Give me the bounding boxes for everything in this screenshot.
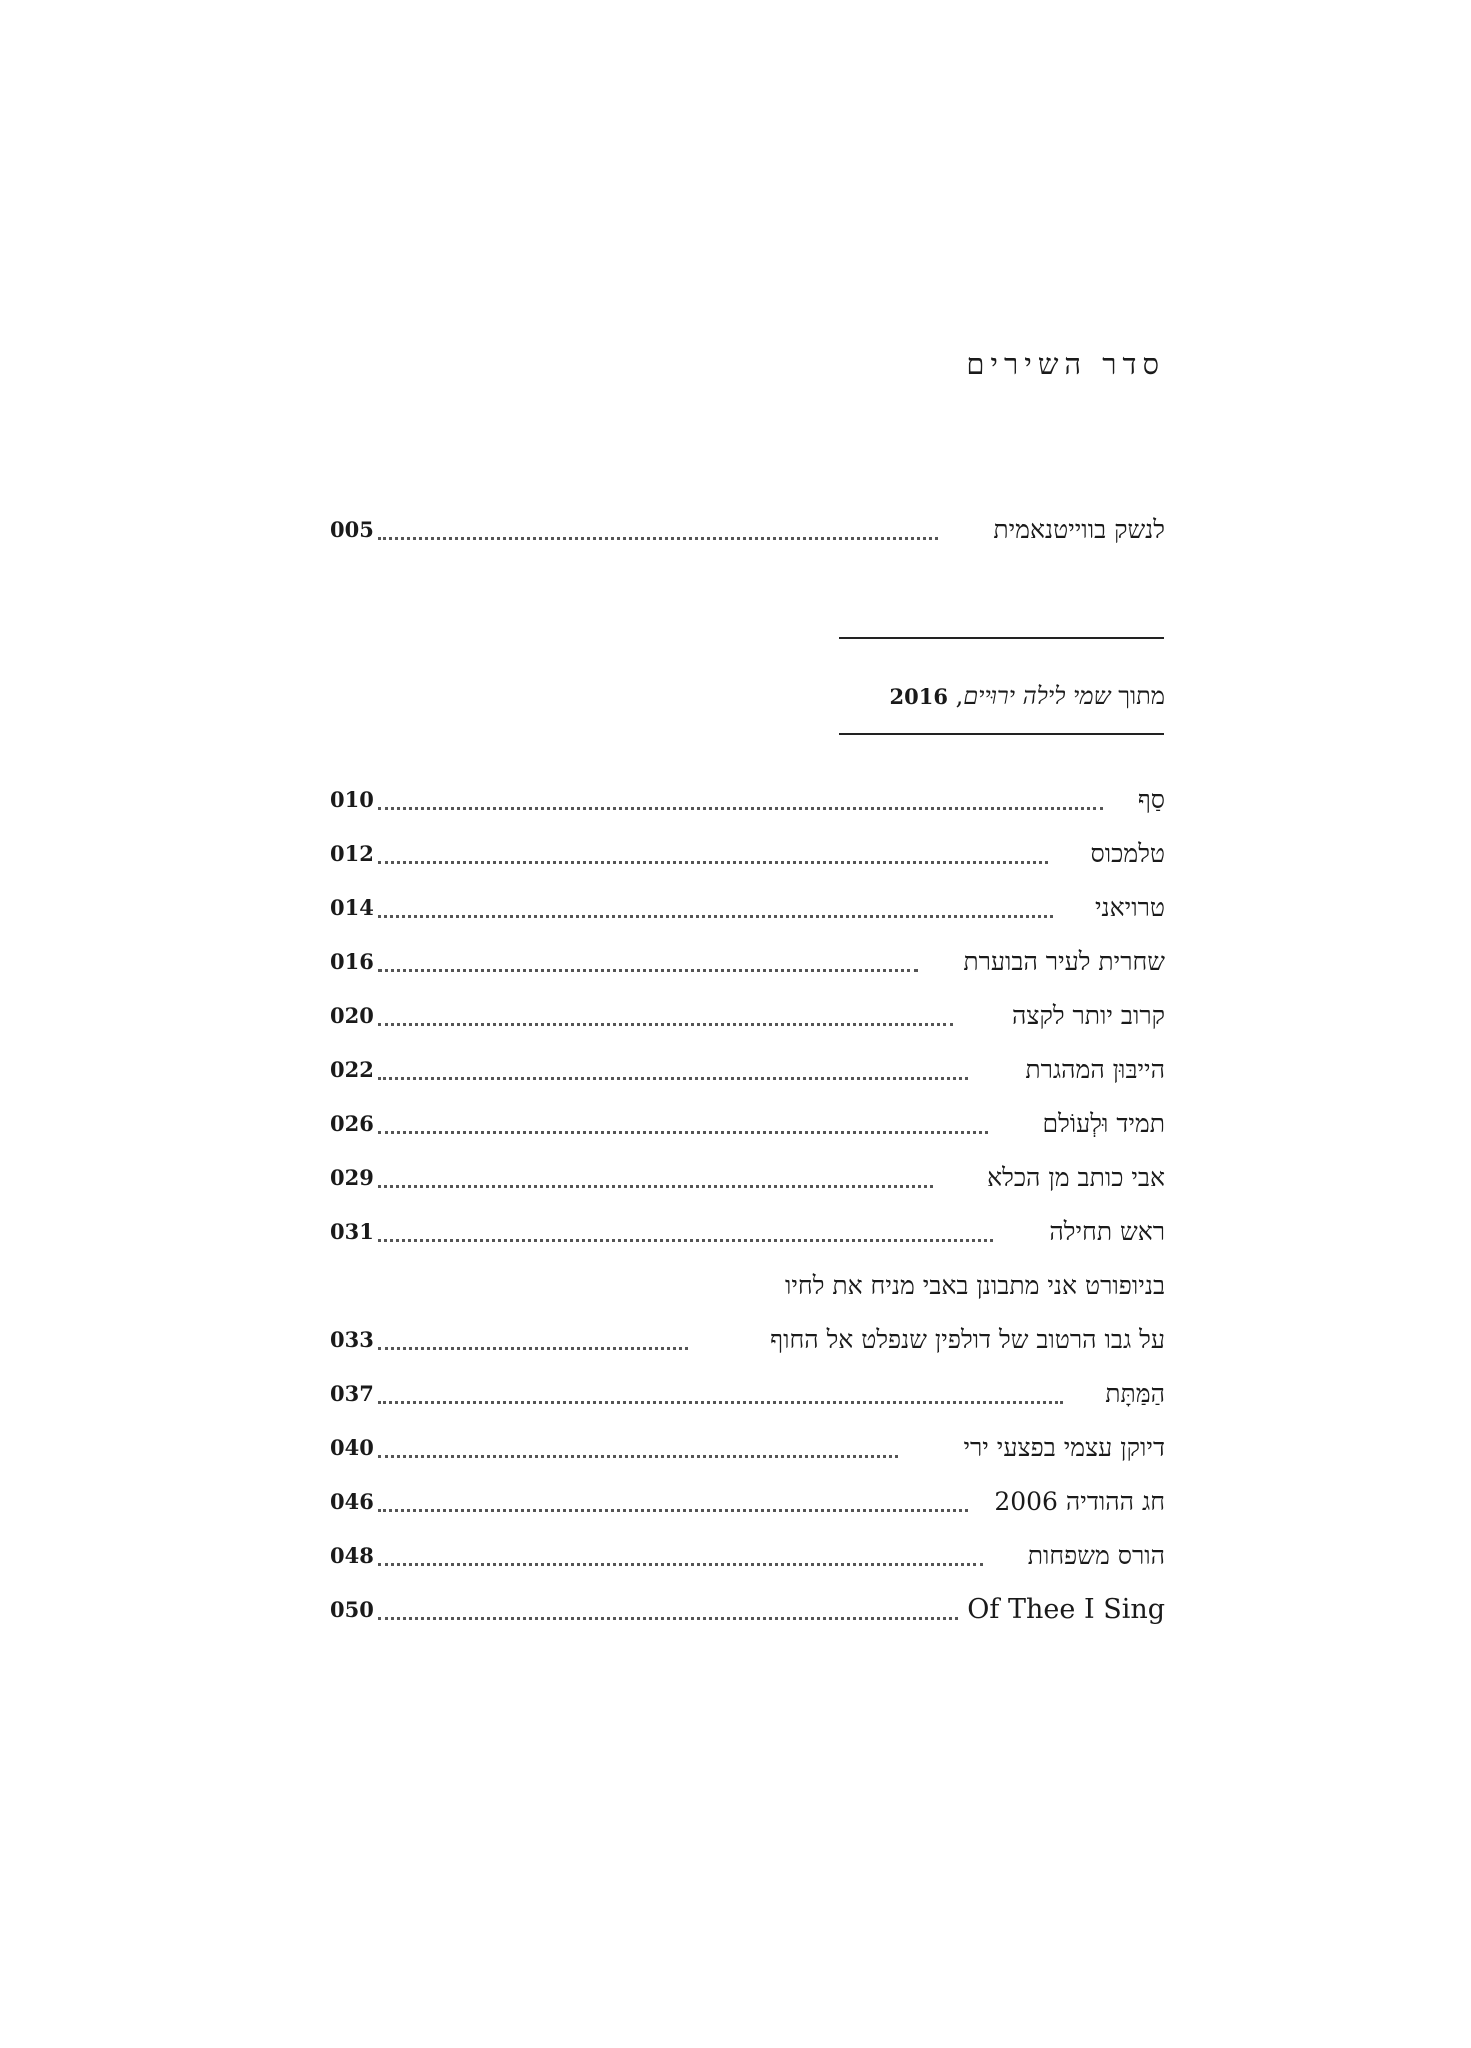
toc-entry [330, 1102, 1165, 1146]
dot-leader [378, 1185, 933, 1188]
toc-entry [330, 508, 1165, 552]
toc-entry [330, 1264, 1165, 1308]
toc-entry [330, 994, 1165, 1038]
toc-entry-page: 010 [330, 787, 374, 812]
toc-entry [330, 1318, 1165, 1362]
toc-entry-title: הורס משפחות [1027, 1541, 1165, 1570]
section-separator: , [947, 682, 964, 710]
toc-entry-title: תמיד וּלְעוֹלם [1042, 1109, 1165, 1138]
toc-entry-page: 014 [330, 895, 374, 920]
dot-leader [378, 1563, 983, 1566]
section-rule-top [839, 637, 1164, 639]
toc-entry-title: טרויאני [1094, 893, 1165, 922]
dot-leader [378, 1077, 968, 1080]
dot-leader [378, 1239, 993, 1242]
toc-entry-page: 037 [330, 1381, 374, 1406]
page-title: סדר השירים [966, 347, 1165, 381]
toc-entry-title: Of Thee I Sing [967, 1594, 1165, 1625]
toc-entry [330, 1588, 1165, 1632]
toc-entry-title: חג ההודיה 2006 [994, 1487, 1165, 1516]
toc-entry-page: 020 [330, 1003, 374, 1028]
dot-leader [378, 1401, 1063, 1404]
toc-entry-title: בניופורט אני מתבונן באבי מניח את לחיו [784, 1271, 1165, 1300]
toc-entry [330, 1048, 1165, 1092]
toc-entry-title: הַמַּתָּת [1105, 1379, 1165, 1408]
toc-entry [330, 832, 1165, 876]
toc-entry-page: 033 [330, 1327, 374, 1352]
toc-entry-title: דיוקן עצמי בפצעי ירי [963, 1433, 1165, 1462]
toc-entry-page: 048 [330, 1543, 374, 1568]
dot-leader [378, 1455, 898, 1458]
toc-entry-title: טלמכוס [1090, 839, 1165, 868]
dot-leader [378, 1347, 688, 1350]
toc-entry-title: הייבּוּן המהגרת [1025, 1055, 1165, 1084]
toc-entry [330, 886, 1165, 930]
toc-entry-page: 016 [330, 949, 374, 974]
section-prefix: מתוך [1110, 682, 1165, 710]
toc-entry [330, 1480, 1165, 1524]
dot-leader [378, 1617, 958, 1620]
toc-entry-title: אבי כותב מן הכלא [987, 1163, 1165, 1192]
toc-entry [330, 1156, 1165, 1200]
toc-entry [330, 778, 1165, 822]
toc-entry-title: לנשק בווייטנאמית [993, 515, 1165, 544]
toc-entry-page: 050 [330, 1597, 374, 1622]
dot-leader [378, 969, 918, 972]
toc-entry-page: 031 [330, 1219, 374, 1244]
toc-entry [330, 940, 1165, 984]
section-rule-bottom [839, 733, 1164, 735]
toc-entry-page: 005 [330, 517, 374, 542]
toc-entry-title: שחרית לעיר הבוערת [963, 947, 1165, 976]
dot-leader [378, 537, 938, 540]
toc-entry-page: 022 [330, 1057, 374, 1082]
toc-entry-title: סַף [1137, 785, 1165, 814]
dot-leader [378, 1023, 953, 1026]
toc-entry-title: ראש תחילה [1049, 1217, 1165, 1246]
toc-entry-title: קרוב יותר לקצה [1011, 1001, 1165, 1030]
dot-leader [378, 1131, 988, 1134]
toc-entry-page: 029 [330, 1165, 374, 1190]
dot-leader [378, 807, 1103, 810]
toc-entry-title: על גבו הרטוב של דולפין שנפלט אל החוף [770, 1325, 1165, 1354]
toc-entry [330, 1372, 1165, 1416]
section-year: 2016 [889, 684, 948, 709]
toc-entry [330, 1210, 1165, 1254]
toc-entry-page: 012 [330, 841, 374, 866]
toc-entry-page: 026 [330, 1111, 374, 1136]
toc-entry [330, 1534, 1165, 1578]
dot-leader [378, 861, 1048, 864]
dot-leader [378, 1509, 968, 1512]
toc-entry [330, 1426, 1165, 1470]
toc-entry-page: 046 [330, 1489, 374, 1514]
section-heading [889, 674, 1165, 719]
section-book-title: שמי לילה ירוּיים [963, 682, 1111, 710]
toc-entry-page: 040 [330, 1435, 374, 1460]
dot-leader [378, 915, 1053, 918]
